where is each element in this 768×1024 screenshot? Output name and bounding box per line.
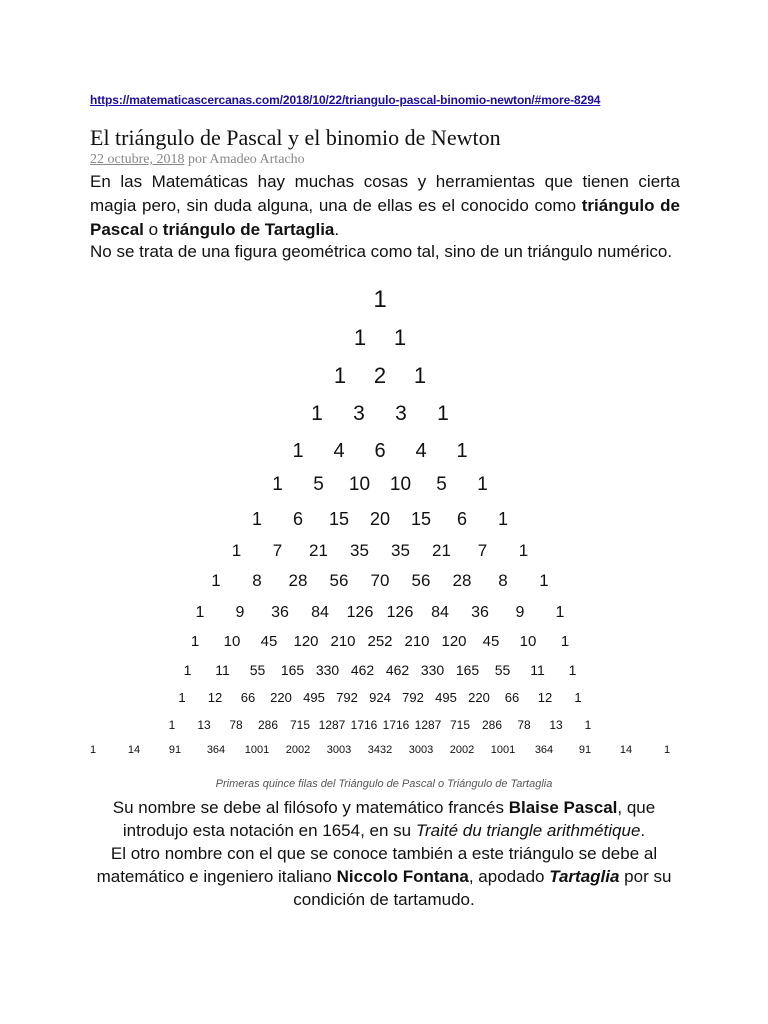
triangle-cell-r4-c2: 6 <box>374 440 386 462</box>
triangle-cell-r8-c7: 8 <box>498 571 508 590</box>
intro-text-a: En las Matemáticas hay muchas cosas y herramientas que tienen cierta magia pero, sin duda alguna, una de ellas es el conocido como <box>90 172 680 215</box>
outro-text-2a: El otro nombre con el que se conoce también a este triángulo se debe al matemático e ingeniero italiano <box>96 844 658 886</box>
triangle-cell-r13-c11: 78 <box>517 718 531 732</box>
triangle-cell-r14-c7: 3432 <box>367 744 393 756</box>
triangle-cell-r12-c9: 220 <box>468 690 490 705</box>
triangle-cell-r9-c4: 126 <box>346 604 374 621</box>
post-author: Amadeo Artacho <box>209 152 305 167</box>
triangle-cell-r2-c2: 1 <box>413 363 427 388</box>
triangle-cell-r3-c0: 1 <box>311 402 323 425</box>
triangle-cell-r11-c0: 1 <box>183 662 192 678</box>
triangle-cell-r4-c0: 1 <box>292 440 304 462</box>
triangle-cell-r9-c9: 1 <box>555 604 565 621</box>
triangle-cell-r14-c13: 14 <box>619 744 633 756</box>
triangle-cell-r9-c2: 36 <box>271 604 289 621</box>
outro-bold-tartaglia <box>549 867 619 886</box>
outro-text-2c: , apodado <box>468 867 550 886</box>
triangle-cell-r14-c5: 2002 <box>285 744 311 756</box>
triangle-cell-r9-c3: 84 <box>311 604 329 621</box>
triangle-cell-r12-c12: 1 <box>574 690 582 705</box>
triangle-cell-r9-c0: 1 <box>195 604 205 621</box>
triangle-cell-r12-c0: 1 <box>178 690 186 705</box>
triangle-cell-r6-c3: 20 <box>369 509 391 529</box>
outro-italic-tartaglia: Tartaglia <box>549 867 620 886</box>
triangle-cell-r12-c2: 66 <box>240 690 256 705</box>
triangle-cell-r14-c3: 364 <box>206 744 226 756</box>
triangle-cell-r12-c6: 924 <box>369 690 391 705</box>
triangle-cell-r9-c7: 36 <box>471 604 489 621</box>
triangle-cell-r6-c1: 6 <box>292 509 304 529</box>
triangle-cell-r6-c4: 15 <box>410 509 432 529</box>
triangle-cell-r11-c7: 330 <box>420 662 445 678</box>
triangle-cell-r10-c8: 45 <box>482 633 500 650</box>
triangle-cell-r7-c3: 35 <box>350 541 369 560</box>
triangle-cell-r7-c0: 1 <box>231 541 242 560</box>
outro-bold-niccolo-fontana: Niccolo Fontana <box>336 867 469 886</box>
triangle-cell-r13-c2: 78 <box>229 718 243 732</box>
triangle-cell-r8-c1: 8 <box>252 571 262 590</box>
triangle-cell-r2-c0: 1 <box>333 363 347 388</box>
triangle-cell-r7-c7: 1 <box>518 541 529 560</box>
triangle-cell-r8-c2: 28 <box>288 571 308 590</box>
triangle-cell-r4-c1: 4 <box>333 440 345 462</box>
triangle-cell-r9-c6: 84 <box>431 604 449 621</box>
triangle-cell-r8-c4: 70 <box>370 571 390 590</box>
triangle-cell-r13-c12: 13 <box>549 718 563 732</box>
outro-italic-traite: Traité du triangle arithmétique <box>415 821 641 840</box>
triangle-cell-r7-c5: 21 <box>432 541 451 560</box>
intro-paragraph-2: No se trata de una figura geométrica como tal, sino de un triángulo numérico. <box>90 242 673 261</box>
triangle-cell-r5-c5: 1 <box>477 474 488 495</box>
triangle-cell-r8-c3: 56 <box>329 571 349 590</box>
triangle-cell-r14-c4: 1001 <box>244 744 270 756</box>
triangle-cell-r11-c9: 55 <box>494 662 511 678</box>
intro-bold-tartaglia: triángulo de Tartaglia <box>162 220 335 239</box>
triangle-cell-r10-c9: 10 <box>519 633 537 650</box>
triangle-cell-r12-c5: 792 <box>336 690 358 705</box>
triangle-cell-r12-c11: 12 <box>537 690 553 705</box>
triangle-cell-r11-c10: 11 <box>530 662 545 678</box>
triangle-cell-r9-c1: 9 <box>235 604 245 621</box>
triangle-cell-r13-c6: 1716 <box>350 718 378 732</box>
triangle-cell-r5-c2: 10 <box>348 474 371 495</box>
triangle-cell-r5-c3: 10 <box>389 474 412 495</box>
triangle-cell-r8-c0: 1 <box>211 571 221 590</box>
outro-text-1a: Su nombre se debe al filósofo y matemático francés <box>112 798 509 817</box>
triangle-cell-r12-c1: 12 <box>207 690 223 705</box>
intro-text-d: . <box>334 220 340 239</box>
triangle-cell-r0-c0: 1 <box>373 286 387 313</box>
triangle-cell-r4-c4: 1 <box>456 440 468 462</box>
triangle-cell-r6-c5: 6 <box>456 509 468 529</box>
triangle-cell-r7-c4: 35 <box>391 541 410 560</box>
triangle-cell-r10-c10: 1 <box>560 633 570 650</box>
triangle-cell-r10-c0: 1 <box>190 633 200 650</box>
triangle-cell-r11-c6: 462 <box>385 662 410 678</box>
triangle-cell-r13-c3: 286 <box>257 718 279 732</box>
triangle-cell-r10-c1: 10 <box>223 633 241 650</box>
triangle-cell-r3-c3: 1 <box>437 402 449 425</box>
triangle-cell-r13-c8: 1287 <box>414 718 442 732</box>
triangle-cell-r11-c3: 165 <box>280 662 305 678</box>
triangle-cell-r13-c5: 1287 <box>318 718 346 732</box>
triangle-cell-r11-c11: 1 <box>568 662 577 678</box>
triangle-cell-r14-c11: 364 <box>534 744 554 756</box>
triangle-cell-r14-c0: 1 <box>89 744 97 756</box>
triangle-cell-r10-c7: 120 <box>441 633 467 650</box>
triangle-cell-r8-c6: 28 <box>452 571 472 590</box>
triangle-cell-r14-c12: 91 <box>578 744 592 756</box>
post-meta <box>90 152 305 168</box>
triangle-cell-r6-c0: 1 <box>251 509 263 529</box>
triangle-cell-r14-c6: 3003 <box>326 744 352 756</box>
triangle-cell-r4-c3: 4 <box>415 440 427 462</box>
triangle-cell-r14-c14: 1 <box>663 744 671 756</box>
triangle-cell-r12-c4: 495 <box>303 690 325 705</box>
triangle-cell-r2-c1: 2 <box>373 363 387 388</box>
triangle-cell-r3-c2: 3 <box>395 402 407 425</box>
closing-paragraph <box>80 796 688 911</box>
triangle-cell-r1-c0: 1 <box>353 325 367 350</box>
source-link[interactable]: https://matematicascercanas.com/2018/10/22/triangulo-pascal-binomio-newton/#more-8294 <box>90 93 601 107</box>
triangle-cell-r14-c9: 2002 <box>449 744 475 756</box>
triangle-cell-r10-c6: 210 <box>404 633 430 650</box>
triangle-cell-r14-c1: 14 <box>127 744 141 756</box>
triangle-cell-r13-c13: 1 <box>584 718 592 732</box>
triangle-cell-r10-c2: 45 <box>260 633 278 650</box>
triangle-cell-r14-c10: 1001 <box>490 744 516 756</box>
outro-text-2d: por su condición de tartamudo. <box>293 867 672 909</box>
triangle-cell-r1-c1: 1 <box>393 325 407 350</box>
triangle-cell-r7-c6: 7 <box>477 541 488 560</box>
intro-paragraph <box>90 170 680 242</box>
outro-bold-blaise-pascal: Blaise Pascal <box>508 798 618 817</box>
triangle-cell-r6-c6: 1 <box>497 509 509 529</box>
triangle-cell-r7-c1: 7 <box>272 541 283 560</box>
triangle-cell-r12-c7: 792 <box>402 690 424 705</box>
page-title: El triángulo de Pascal y el binomio de Newton <box>90 125 501 150</box>
figure-caption: Primeras quince filas del Triángulo de Pascal o Triángulo de Tartaglia <box>215 778 553 790</box>
triangle-cell-r6-c2: 15 <box>328 509 350 529</box>
triangle-cell-r11-c1: 11 <box>215 662 230 678</box>
triangle-cell-r8-c5: 56 <box>411 571 431 590</box>
triangle-cell-r13-c10: 286 <box>481 718 503 732</box>
triangle-cell-r13-c7: 1716 <box>382 718 410 732</box>
triangle-cell-r11-c2: 55 <box>249 662 266 678</box>
triangle-cell-r14-c2: 91 <box>168 744 182 756</box>
outro-text-1d: . <box>640 821 646 840</box>
triangle-cell-r10-c4: 210 <box>330 633 356 650</box>
intro-text-c: o <box>143 220 163 239</box>
triangle-cell-r12-c8: 495 <box>435 690 457 705</box>
triangle-cell-r13-c0: 1 <box>168 718 176 732</box>
outro-text-1c: , que introdujo esta notación en 1654, en su <box>122 798 656 840</box>
triangle-cell-r11-c5: 462 <box>350 662 375 678</box>
triangle-cell-r8-c8: 1 <box>539 571 549 590</box>
triangle-cell-r7-c2: 21 <box>309 541 328 560</box>
triangle-cell-r5-c4: 5 <box>436 474 447 495</box>
triangle-cell-r10-c3: 120 <box>293 633 319 650</box>
triangle-cell-r14-c8: 3003 <box>408 744 434 756</box>
triangle-cell-r13-c1: 13 <box>197 718 211 732</box>
triangle-cell-r12-c10: 66 <box>504 690 520 705</box>
triangle-cell-r9-c5: 126 <box>386 604 414 621</box>
post-date-link[interactable]: 22 octubre, 2018 <box>90 152 185 167</box>
triangle-cell-r3-c1: 3 <box>353 402 365 425</box>
triangle-cell-r5-c0: 1 <box>272 474 283 495</box>
triangle-cell-r13-c4: 715 <box>289 718 311 732</box>
triangle-cell-r5-c1: 5 <box>313 474 324 495</box>
triangle-cell-r9-c8: 9 <box>515 604 525 621</box>
intro-bold-pascal: triángulo de Pascal <box>90 196 680 239</box>
triangle-cell-r11-c8: 165 <box>455 662 480 678</box>
triangle-cell-r13-c9: 715 <box>449 718 471 732</box>
triangle-cell-r12-c3: 220 <box>270 690 292 705</box>
triangle-cell-r11-c4: 330 <box>315 662 340 678</box>
triangle-cell-r10-c5: 252 <box>367 633 393 650</box>
author-prefix: por <box>184 152 210 167</box>
